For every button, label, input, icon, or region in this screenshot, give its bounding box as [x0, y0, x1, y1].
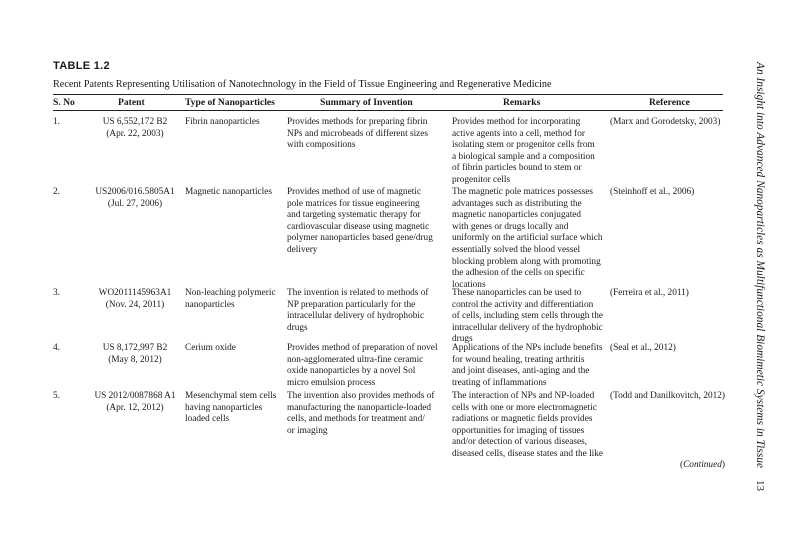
- cell-summary-line: The invention is related to methods of: [287, 288, 429, 298]
- cell-type-line: Non-leaching polymeric: [185, 288, 276, 298]
- cell-sno: 5.: [53, 391, 60, 401]
- cell-patent-line: (Jul. 27, 2006): [107, 198, 163, 209]
- cell-reference: (Seal et al., 2012): [610, 343, 676, 353]
- table-header-rule: [53, 110, 723, 111]
- cell-summary-line: manufacturing the nanoparticle-loaded: [287, 402, 432, 413]
- cell-remarks-line: advantages such as distributing the: [452, 198, 582, 209]
- cell-type-line: having nanoparticles: [185, 402, 263, 413]
- cell-remarks-line: opportunities for imaging of tissues: [452, 425, 585, 436]
- cell-summary-line: micro emulsion process: [287, 377, 376, 388]
- cell-remarks-line: The magnetic pole matrices possesses: [452, 187, 593, 197]
- cell-sno: 4.: [53, 343, 60, 353]
- cell-reference: (Marx and Gorodetsky, 2003): [610, 117, 721, 127]
- table-caption: Recent Patents Representing Utilisation of Nanotechnology in the Field of Tissue Engineering and Regenerative Medicine: [53, 79, 552, 90]
- cell-remarks-line: locations: [452, 279, 486, 290]
- cell-type: [185, 391, 285, 426]
- cell-type-line: Cerium oxide: [185, 343, 236, 353]
- cell-summary-line: Provides method of use of magnetic: [287, 187, 422, 197]
- cell-summary-line: Provides method of preparation of novel: [287, 343, 438, 353]
- cell-summary-line: with compositions: [287, 140, 356, 151]
- cell-sno: 1.: [53, 117, 60, 127]
- cell-summary-line: Provides methods for preparing fibrin: [287, 117, 428, 127]
- cell-type-line: nanoparticles: [185, 299, 235, 310]
- cell-remarks-line: The interaction of NPs and NP-loaded: [452, 391, 595, 401]
- cell-remarks-line: control the activity and differentiation: [452, 299, 594, 310]
- cell-patent-line: US 8,172,997 B2: [102, 343, 168, 353]
- cell-remarks-line: the adhesion of the cells on specific: [452, 268, 585, 279]
- cell-summary-line: polymer nanoparticles based gene/drug: [287, 233, 433, 244]
- cell-reference: (Steinhoff et al., 2006): [610, 187, 695, 197]
- header-patent: Patent: [118, 97, 145, 108]
- cell-remarks-line: Provides method for incorporating: [452, 117, 581, 127]
- table-label: TABLE 1.2: [53, 60, 110, 72]
- cell-remarks-line: blocking problem along with promoting: [452, 256, 601, 267]
- cell-patent: [90, 288, 180, 311]
- cell-summary: [287, 117, 447, 152]
- cell-remarks-line: Applications of the NPs include benefits: [452, 343, 603, 353]
- cell-patent: [90, 187, 180, 210]
- cell-type-line: Fibrin nanoparticles: [185, 117, 260, 127]
- cell-remarks-line: progenitor cells: [452, 174, 511, 185]
- cell-remarks-line: These nanoparticles can be used to: [452, 288, 582, 298]
- cell-reference: (Ferreira et al., 2011): [610, 288, 689, 298]
- cell-remarks: [452, 343, 604, 389]
- cell-sno: 3.: [53, 288, 60, 298]
- cell-remarks-line: treating of inflammations: [452, 377, 547, 388]
- cell-remarks-line: with genes or drugs locally and: [452, 221, 569, 232]
- cell-summary: [287, 391, 447, 437]
- header-sno: S. No: [53, 97, 75, 108]
- cell-patent-line: WO2011145963A1: [98, 288, 172, 298]
- cell-remarks-line: and joint diseases, anti-aging and the: [452, 366, 590, 377]
- cell-remarks-line: for wound healing, treating arthritis: [452, 354, 585, 365]
- cell-reference: (Todd and Danilkovitch, 2012): [610, 391, 726, 401]
- cell-summary-line: non-agglomerated ultra-fine ceramic: [287, 354, 424, 365]
- cell-remarks-line: intracellular delivery of the hydrophobic: [452, 322, 603, 333]
- cell-remarks-line: radiations or magnetic fields provides: [452, 414, 593, 425]
- cell-summary-line: cells, and methods for treatment and/: [287, 414, 425, 425]
- cell-summary-line: drugs: [287, 322, 308, 333]
- cell-patent-line: US 2012/0087868 A1: [94, 391, 176, 401]
- cell-type-line: loaded cells: [185, 414, 230, 425]
- cell-remarks-line: diseased cells, disease states and the like: [452, 448, 604, 459]
- cell-remarks-line: and/or detection of various diseases,: [452, 437, 588, 448]
- cell-remarks-line: drugs: [452, 334, 473, 345]
- cell-remarks-line: magnetic nanoparticles conjugated: [452, 210, 582, 221]
- cell-remarks-line: cells with one or more electromagnetic: [452, 402, 597, 413]
- cell-remarks-line: active agents into a cell, method for: [452, 128, 585, 139]
- cell-remarks: [452, 391, 604, 461]
- cell-type-line: Magnetic nanoparticles: [185, 187, 272, 197]
- cell-summary-line: pole matrices for tissue engineering: [287, 198, 420, 209]
- cell-sno: 2.: [53, 187, 60, 197]
- cell-type: [185, 288, 285, 311]
- cell-remarks-line: isolating stem or progenitor cells from: [452, 140, 595, 151]
- cell-patent: [90, 391, 180, 414]
- cell-patent-line: (Apr. 22, 2003): [106, 128, 164, 139]
- cell-summary-line: delivery: [287, 244, 318, 255]
- cell-patent-line: (Nov. 24, 2011): [105, 299, 165, 310]
- header-summary: Summary of Invention: [320, 97, 413, 108]
- cell-summary: [287, 288, 447, 334]
- cell-type: [185, 117, 285, 129]
- cell-summary-line: The invention also provides methods of: [287, 391, 435, 401]
- cell-remarks: [452, 117, 604, 187]
- cell-type: [185, 187, 285, 199]
- cell-summary-line: and targeting systematic therapy for: [287, 210, 421, 221]
- header-reference: Reference: [649, 97, 690, 108]
- cell-remarks: [452, 187, 604, 291]
- cell-summary-line: NP preparation particularly for the: [287, 299, 416, 310]
- cell-patent-line: US 6,552,172 B2: [102, 117, 168, 127]
- cell-type: [185, 343, 285, 355]
- cell-patent-line: US2006/016.5805A1: [95, 187, 175, 197]
- cell-patent-line: (May 8, 2012): [108, 354, 162, 365]
- cell-patent-line: (Apr. 12, 2012): [106, 402, 164, 413]
- cell-summary-line: NPs and microbeads of different sizes: [287, 128, 429, 139]
- cell-summary: [287, 343, 447, 389]
- table-top-rule: [53, 94, 723, 95]
- cell-type-line: Mesenchymal stem cells: [185, 391, 277, 401]
- continued-note: (Continued): [680, 460, 725, 470]
- header-remarks: Remarks: [503, 97, 541, 108]
- cell-summary: [287, 187, 447, 257]
- header-type: Type of Nanoparticles: [185, 97, 275, 108]
- cell-remarks-line: of cells, including stem cells through the: [452, 311, 604, 322]
- cell-summary-line: intracellular delivery of hydrophobic: [287, 311, 425, 322]
- cell-summary-line: cardiovascular disease using magnetic: [287, 221, 430, 232]
- cell-patent: [90, 117, 180, 140]
- cell-patent: [90, 343, 180, 366]
- cell-summary-line: oxide nanoparticles by a novel Sol: [287, 366, 416, 377]
- cell-summary-line: or imaging: [287, 425, 328, 436]
- cell-remarks-line: essentially solved the blood vessel: [452, 244, 581, 255]
- cell-remarks-line: a biological sample and a composition: [452, 151, 595, 162]
- cell-remarks-line: of fibrin particles bound to stem or: [452, 163, 582, 174]
- cell-remarks: [452, 288, 604, 346]
- cell-remarks-line: uniformly on the artificial surface which: [452, 233, 603, 244]
